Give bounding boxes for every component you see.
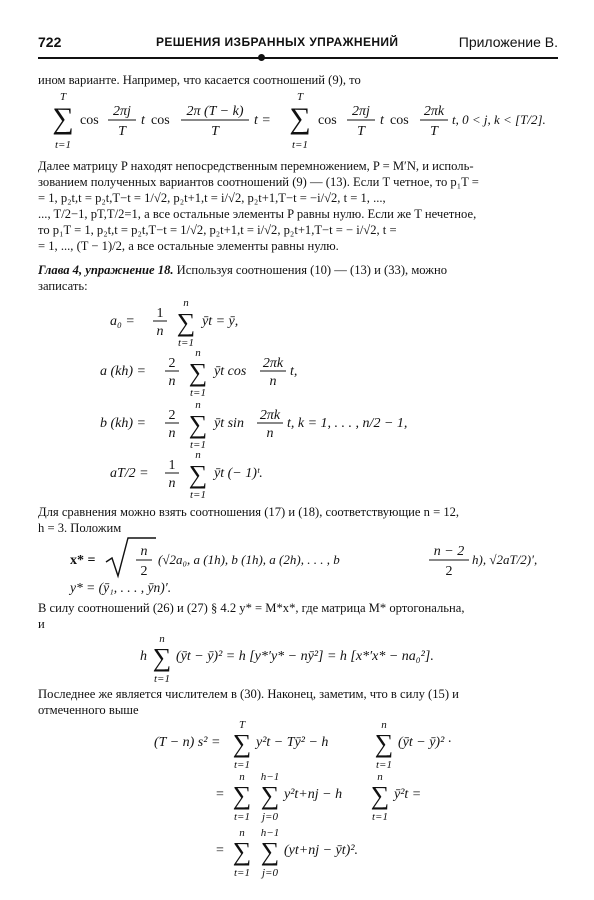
sum-sign: ∑: [232, 781, 252, 810]
sum-upper-limit: n: [195, 450, 201, 461]
fraction-numerator: n: [140, 544, 148, 559]
equation-lhs: a₀ =: [110, 314, 135, 329]
sum-sign: ∑: [52, 102, 74, 135]
variable-t: t: [380, 113, 384, 128]
fraction-denominator: 2: [140, 564, 148, 579]
equation-tail: t, 0 < j, k < [T/2].: [452, 112, 546, 127]
fraction-numerator: 2πk: [423, 104, 445, 119]
sum-upper-limit: h−1: [260, 772, 280, 783]
sum-lower-limit: j=0: [262, 811, 278, 823]
header-rule-dot: [258, 54, 265, 61]
paragraph-text: Используя соотношения (10) — (13) и (33), можно: [173, 263, 448, 277]
sum-sign: ∑: [188, 460, 208, 489]
running-header: [38, 34, 558, 54]
paragraph-line: Для сравнения можно взять соотношения (17) и (18), соответствующие n = 12,: [38, 505, 460, 519]
equation-tail: t, k = 1, . . . , n/2 − 1,: [287, 416, 408, 431]
sum-lower-limit: t=1: [178, 337, 194, 348]
equation-middle: y²t+nj − h: [284, 787, 343, 802]
sum-sign: ∑: [232, 837, 252, 866]
equation-a0: [100, 298, 400, 348]
equation-y-star: y* = (ȳ₁, . . . , ȳn)′.: [70, 580, 172, 595]
sum-upper-limit: n: [195, 400, 201, 411]
equation-tail: t,: [290, 364, 298, 379]
fraction-denominator: n: [168, 426, 176, 441]
cos-label: cos: [318, 113, 337, 128]
cos-label: cos: [151, 113, 170, 128]
equation-body: ȳt (− 1)ᵗ.: [214, 466, 263, 481]
equation-lhs: aT/2 =: [110, 466, 149, 481]
equation-lhs: b (kh) =: [100, 416, 146, 431]
sum-upper-limit: n: [377, 772, 383, 783]
equation-cos-sum: [38, 90, 558, 152]
header-rule: [38, 57, 558, 59]
fraction-numerator: 2: [168, 408, 176, 423]
paragraph-line: ином варианте. Например, что касается соотношений (9), то: [38, 73, 361, 87]
fraction-denominator: 2: [445, 564, 453, 579]
sum-lower-limit: t=1: [234, 759, 250, 771]
paragraph-line: = 1, ..., (T − 1)/2, а все остальные элементы равны нулю.: [38, 239, 339, 253]
equation-tail: (yt+nj − ȳt)².: [284, 843, 359, 858]
sum-upper-limit: T: [59, 91, 67, 103]
fraction-numerator: n − 2: [433, 544, 465, 559]
equation-tail: (ȳt − ȳ)² ·: [398, 735, 452, 750]
fraction-denominator: n: [168, 476, 176, 491]
paragraph-line: Далее матрицу P находят непосредственным перемножением, P = M′N, и исполь-: [38, 159, 474, 173]
equation-body: ȳt = ȳ,: [202, 314, 239, 329]
equation-s2-line2: [150, 772, 550, 824]
paragraph-line: отмеченного выше: [38, 703, 139, 717]
equation-akh: [100, 348, 500, 400]
sum-upper-limit: n: [183, 298, 189, 309]
sum-lower-limit: t=1: [190, 489, 206, 501]
fraction-denominator: T: [118, 124, 126, 139]
sum-upper-limit: n: [159, 634, 165, 645]
sum-sign: ∑: [370, 781, 390, 810]
sum-lower-limit: t=1: [234, 867, 250, 879]
equation-s2-line1: [150, 720, 550, 772]
sum-sign: ∑: [374, 729, 394, 758]
equation-x-star: [60, 534, 560, 586]
sum-sign: ∑: [232, 729, 252, 758]
cos-label: cos: [390, 113, 409, 128]
paragraph-line: = 1, p₂t,t = p₂t,T−t = 1/√2, p₂t+1,t = i/√2, p₂t+1,T−t = −i/√2, t = 1, ...,: [38, 191, 386, 205]
equation-lhs: =: [216, 843, 224, 858]
paragraph-line: то p₁T = 1, p₂t,t = p₂t,T−t = 1/√2, p₂t+1,t = i/√2, p₂t+1,T−t = − i/√2, t =: [38, 223, 397, 237]
fraction-numerator: 2π (T − k): [186, 104, 244, 119]
paragraph-line: h = 3. Положим: [38, 521, 122, 535]
sum-upper-limit: n: [195, 348, 201, 359]
fraction-denominator: n: [156, 324, 164, 339]
equation-h-sum: [130, 634, 530, 686]
running-title: РЕШЕНИЯ ИЗБРАННЫХ УПРАЖНЕНИЙ: [156, 35, 399, 49]
paragraph-line: и: [38, 617, 45, 631]
equation-bkh: [100, 400, 520, 452]
sum-upper-limit: h−1: [260, 828, 280, 839]
variable-t: t: [141, 113, 145, 128]
appendix-label: Приложение В.: [458, 34, 558, 50]
sqrt-sign: [106, 538, 156, 576]
fraction-numerator: 2πk: [259, 408, 281, 423]
sum-lower-limit: t=1: [372, 811, 388, 823]
equation-tail: h), √2aT/2)′,: [472, 552, 538, 567]
chapter-reference: Глава 4, упражнение 18.: [38, 263, 174, 277]
sum-sign: ∑: [188, 358, 208, 387]
sum-lower-limit: t=1: [376, 759, 392, 771]
fraction-numerator: 2πj: [352, 104, 370, 119]
paragraph-line: записать:: [38, 279, 88, 293]
sum-upper-limit: T: [238, 720, 246, 731]
equation-middle: y²t − Tȳ² − h: [256, 735, 329, 750]
fraction-denominator: n: [168, 374, 176, 389]
paragraph-line: Последнее же является числителем в (30). Наконец, заметим, что в силу (15) и: [38, 687, 459, 701]
fraction-denominator: T: [211, 124, 219, 139]
fraction-denominator: T: [357, 124, 365, 139]
equation-lhs: x* =: [70, 553, 96, 568]
equation-s2-line3: [150, 828, 550, 880]
sum-sign: ∑: [289, 102, 311, 135]
paragraph-line: В силу соотношений (26) и (27) § 4.2 y* = M*x*, где матрица M* ортогональна,: [38, 601, 465, 615]
equation-middle: t =: [254, 113, 271, 128]
sum-lower-limit: t=1: [190, 439, 206, 451]
sum-lower-limit: t=1: [190, 387, 206, 399]
sum-lower-limit: j=0: [262, 867, 278, 879]
equation-body: (ȳt − ȳ)² = h [y*′y* − nȳ²] = h [x*′x* − na₀²].: [176, 649, 434, 664]
sum-sign: ∑: [176, 308, 196, 337]
sum-sign: ∑: [260, 837, 280, 866]
sum-lower-limit: t=1: [234, 811, 250, 823]
fraction-denominator: T: [430, 124, 438, 139]
fraction-denominator: n: [266, 426, 274, 441]
fraction-numerator: 2πk: [262, 356, 284, 371]
sum-upper-limit: n: [239, 828, 245, 839]
paragraph-line: ..., T/2−1, pT,T/2=1, а все остальные элементы P равны нулю. Если же T нечетное,: [38, 207, 477, 221]
fraction-denominator: n: [269, 374, 277, 389]
sum-sign: ∑: [152, 643, 172, 672]
equation-lhs: =: [216, 787, 224, 802]
sum-sign: ∑: [188, 410, 208, 439]
sum-lower-limit: t=1: [154, 673, 170, 685]
sum-upper-limit: n: [381, 720, 387, 731]
equation-lhs: (T − n) s² =: [154, 735, 221, 750]
fraction-numerator: 1: [156, 306, 164, 321]
equation-lhs: h: [140, 649, 147, 664]
equation-body: ȳt sin: [214, 416, 244, 431]
fraction-numerator: 1: [168, 458, 176, 473]
sum-sign: ∑: [260, 781, 280, 810]
paragraph-line: [38, 262, 558, 278]
page-number: 722: [38, 34, 62, 50]
paragraph-line: зованием полученных вариантов соотношений (9) — (13). Если T четное, то p₁T =: [38, 175, 479, 189]
fraction-numerator: 2: [168, 356, 176, 371]
sum-lower-limit: t=1: [292, 139, 308, 151]
equation-lhs: a (kh) =: [100, 364, 146, 379]
equation-tail: ȳ²t =: [394, 787, 422, 802]
equation-aT2: [100, 450, 400, 502]
sum-lower-limit: t=1: [55, 139, 71, 151]
sum-upper-limit: T: [296, 91, 304, 103]
equation-body: (√2a₀, a (1h), b (1h), a (2h), . . . , b: [158, 552, 340, 567]
sum-upper-limit: n: [239, 772, 245, 783]
equation-body: ȳt cos: [214, 364, 247, 379]
cos-label: cos: [80, 113, 99, 128]
fraction-numerator: 2πj: [113, 104, 131, 119]
